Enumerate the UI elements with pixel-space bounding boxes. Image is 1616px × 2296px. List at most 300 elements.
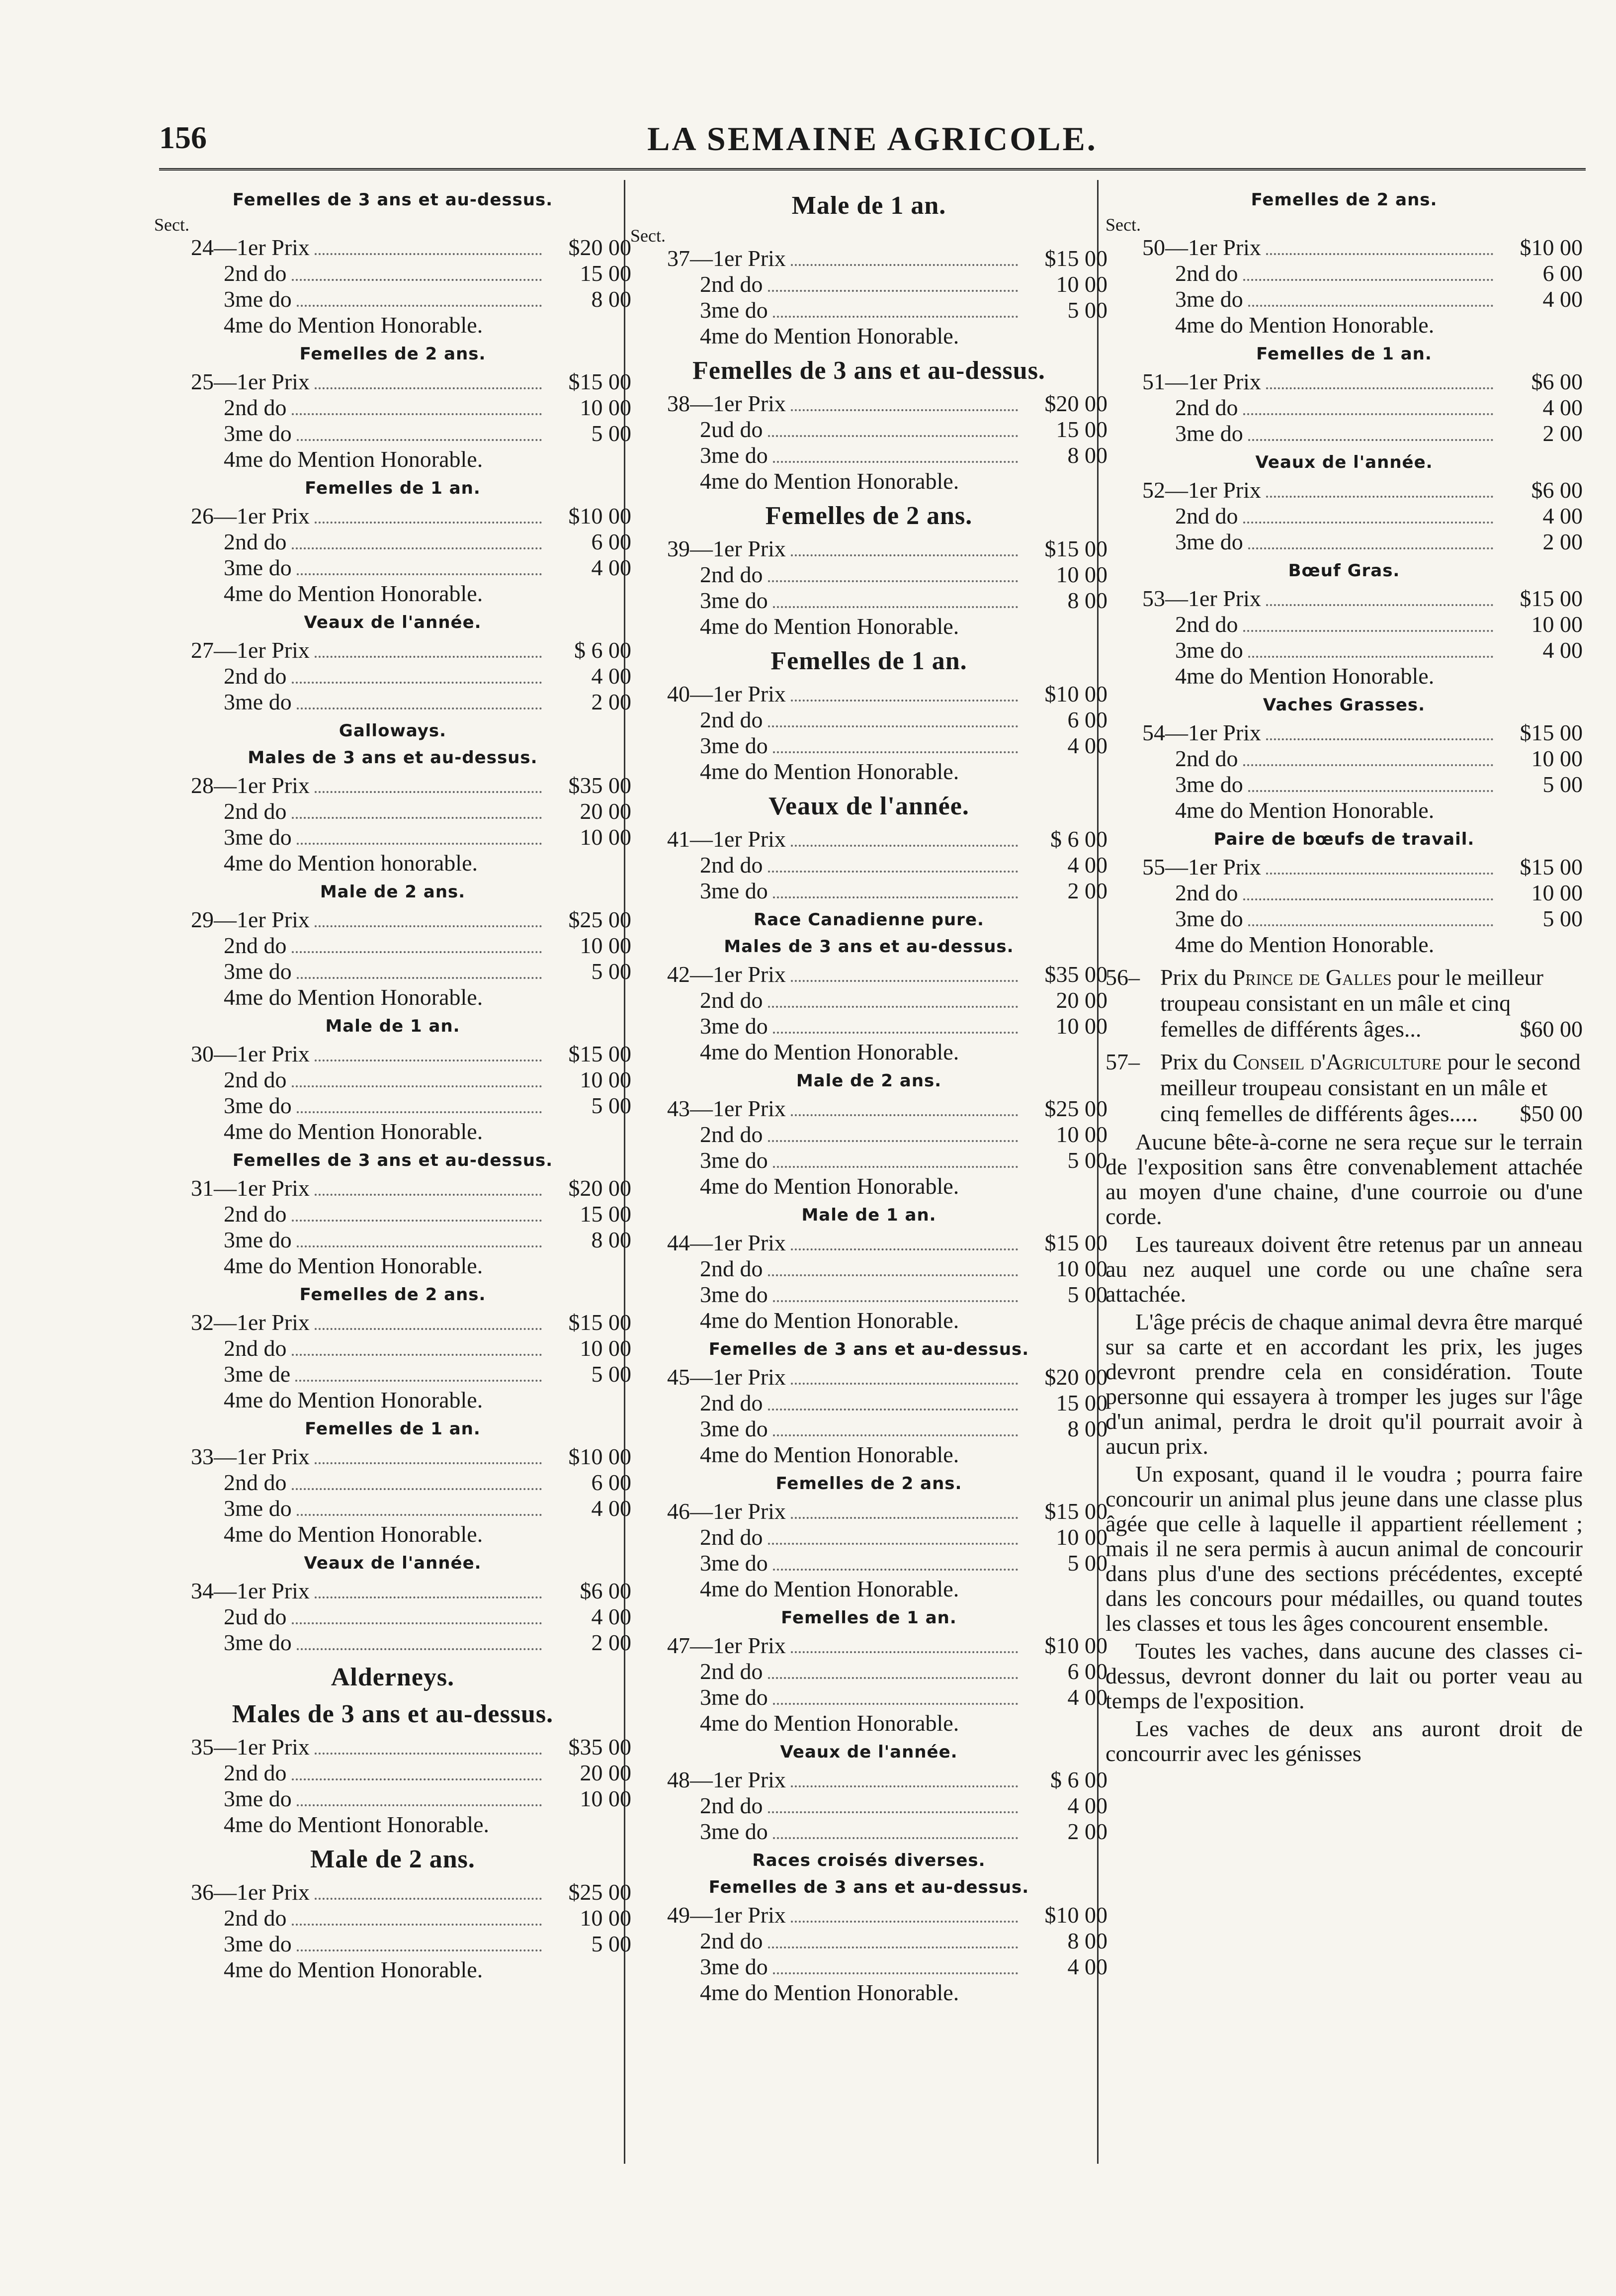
prize-amount: 20 00: [580, 1760, 631, 1785]
dash: —: [690, 826, 713, 852]
prize-label: 2nd do: [224, 933, 287, 958]
section-heading: Male de 1 an.: [791, 191, 946, 220]
prize-row: [630, 246, 1107, 271]
prize-label: 1er Prix: [1188, 477, 1261, 503]
prize-section: [630, 792, 1107, 904]
prize-amount: 10 00: [1531, 612, 1583, 637]
leader-dots: [292, 951, 542, 953]
dash: —: [690, 1767, 713, 1792]
section-number: 47: [667, 1633, 690, 1658]
section-heading: Femelles de 1 an.: [305, 1419, 481, 1439]
prize-amount: 8 00: [1067, 1416, 1107, 1441]
prize-section: [154, 477, 631, 607]
prize-amount: 10 00: [1056, 1524, 1107, 1550]
leader-dots: [773, 606, 1018, 608]
prize-row: [630, 1096, 1107, 1122]
prize-amount: 15 00: [580, 261, 631, 286]
prize-row: [630, 1416, 1107, 1442]
section-number: 51: [1142, 369, 1165, 394]
prize-amount: $20 00: [1044, 391, 1107, 416]
prize-amount: 2 00: [591, 689, 631, 714]
section-heading: Male de 1 an.: [801, 1205, 936, 1225]
prize-row: [154, 1444, 631, 1470]
leader-dots: [315, 1462, 542, 1464]
leader-dots: [297, 305, 542, 307]
prize-amount: 20 00: [1056, 987, 1107, 1013]
rule-paragraph: Les vaches de deux ans auront droit de concourrir avec les génisses: [1106, 1716, 1583, 1766]
prize-label: 1er Prix: [237, 637, 310, 663]
prize-row: [154, 1734, 631, 1760]
prize-label: 3me do: [224, 1786, 292, 1811]
mention-honorable: 4me do Mention Honorable.: [224, 1253, 483, 1278]
leader-dots: [297, 573, 542, 575]
prize-row: [154, 1786, 631, 1812]
section-heading: Femelles de 3 ans et au-dessus.: [708, 1339, 1029, 1359]
prize-label: 1er Prix: [1188, 235, 1261, 260]
prize-row: [154, 1470, 631, 1496]
leader-dots: [1248, 790, 1493, 792]
section-heading: Veaux de l'année.: [304, 1553, 482, 1573]
leader-dots: [768, 725, 1019, 727]
prize-label: 3me do: [700, 1416, 768, 1441]
prize-label: 2nd do: [700, 1390, 763, 1415]
leader-dots: [315, 387, 542, 389]
section-subheading: Males de 3 ans et au-dessus.: [232, 1700, 554, 1728]
prize-section: [630, 1741, 1107, 1845]
leader-dots: [1248, 305, 1493, 307]
prize-row: [1106, 854, 1583, 880]
section-number: 53: [1142, 586, 1165, 611]
prize-label: 1er Prix: [713, 536, 786, 561]
mention-honorable: 4me do Mention Honorable.: [224, 1387, 483, 1413]
prize-amount: 4 00: [1067, 1793, 1107, 1818]
special-prefix: Prix du: [1160, 965, 1233, 990]
prize-row: [154, 689, 631, 715]
prize-amount: 4 00: [591, 663, 631, 689]
prize-row: [154, 395, 631, 421]
prize-label: 3me do: [1175, 906, 1243, 931]
dash: —: [214, 1041, 237, 1066]
prize-row: [630, 536, 1107, 562]
prize-label: 3me do: [700, 442, 768, 468]
mention-honorable: 4me do Mention Honorable.: [700, 1039, 959, 1064]
prize-amount: $15 00: [1044, 1499, 1107, 1524]
dash: —: [1165, 235, 1188, 260]
prize-row: [630, 1633, 1107, 1659]
prize-label: 1er Prix: [1188, 369, 1261, 394]
rule-paragraph: Les taureaux doivent être retenus par un anneau au nez auquel une corde ou une chaîne sera attachée.: [1106, 1232, 1583, 1307]
special-prize-56: [1106, 965, 1583, 1042]
prize-label: 2nd do: [700, 1928, 763, 1953]
prize-section: [154, 1284, 631, 1413]
prize-amount: $6 00: [1531, 477, 1583, 503]
prize-amount: 2 00: [591, 1630, 631, 1655]
prize-label: 2nd do: [224, 798, 287, 824]
section-heading: Femelles de 2 ans.: [765, 502, 973, 530]
dash: —: [690, 1364, 713, 1390]
prize-amount: $35 00: [568, 773, 631, 798]
prize-row: [154, 235, 631, 261]
prize-row: [1106, 261, 1583, 286]
rule-paragraph: Toutes les vaches, dans aucune des classes ci-dessus, devront donner du lait ou porter veau au temps de l'exposition.: [1106, 1638, 1583, 1713]
prize-section: [1106, 828, 1583, 958]
prize-amount: 15 00: [580, 1201, 631, 1227]
prize-amount: 20 00: [580, 798, 631, 824]
prize-label: 2nd do: [700, 1256, 763, 1281]
prize-label: 2nd do: [700, 1524, 763, 1550]
section-number: 44: [667, 1230, 690, 1255]
prize-amount: 5 00: [1067, 1550, 1107, 1576]
prize-amount: $15 00: [1044, 536, 1107, 561]
prize-row: [630, 1793, 1107, 1819]
prize-row: [154, 1227, 631, 1253]
leader-dots: [773, 751, 1018, 753]
mention-honorable: 4me do Mentiont Honorable.: [224, 1812, 490, 1837]
prize-label: 2nd do: [700, 271, 763, 297]
prize-label: 3me do: [224, 1931, 292, 1956]
prize-row: [630, 297, 1107, 323]
prize-row: [1106, 529, 1583, 555]
prize-amount: 5 00: [591, 1931, 631, 1956]
section-heading: Veaux de l'année.: [768, 792, 969, 820]
leader-dots: [1266, 387, 1493, 389]
prize-amount: $10 00: [1044, 681, 1107, 706]
prize-amount: 10 00: [580, 395, 631, 420]
prize-row: [154, 1310, 631, 1335]
prize-amount: 4 00: [1067, 733, 1107, 758]
prize-amount: 2 00: [1542, 421, 1583, 446]
prize-label: 1er Prix: [713, 1230, 786, 1255]
prize-row: [630, 588, 1107, 614]
prize-amount: $10 00: [568, 503, 631, 529]
prize-label: 1er Prix: [1188, 586, 1261, 611]
section-number: 54: [1142, 720, 1165, 745]
prize-amount: 10 00: [1056, 1013, 1107, 1039]
section-number: 35: [191, 1734, 214, 1760]
section-heading: Femelles de 2 ans.: [775, 1474, 962, 1494]
dash: —: [214, 235, 237, 260]
mention-honorable: 4me do Mention Honorable.: [224, 1957, 483, 1982]
prize-amount: 5 00: [591, 959, 631, 984]
section-number: 32: [191, 1310, 214, 1335]
dash: —: [214, 1175, 237, 1201]
prize-row: [1106, 880, 1583, 906]
leader-dots: [292, 1354, 542, 1356]
prize-label: 1er Prix: [237, 1041, 310, 1066]
prize-row: [630, 1819, 1107, 1845]
dash: —: [690, 391, 713, 416]
leader-dots: [773, 1434, 1018, 1436]
prize-row: [154, 933, 631, 959]
prize-amount: $15 00: [568, 1310, 631, 1335]
leader-dots: [768, 435, 1019, 437]
prize-row: [154, 1931, 631, 1957]
prize-section: [1106, 451, 1583, 555]
prize-row: [1106, 286, 1583, 312]
prize-amount: 8 00: [591, 1227, 631, 1252]
prize-label: 2nd do: [224, 395, 287, 420]
rule-paragraph: L'âge précis de chaque animal devra être marqué sur sa carte et en accordant les prix, les juges devront prendre cela en considération. Toute personne qui essayera à tromper les juges sur l'âge d'un animal, perdra le droit qu'il pourrait avoir à aucun prix.: [1106, 1309, 1583, 1459]
prize-row: [154, 529, 631, 555]
leader-dots: [791, 1248, 1018, 1250]
prize-amount: 2 00: [1067, 878, 1107, 903]
prize-amount: $10 00: [568, 1444, 631, 1469]
prize-amount: 15 00: [1056, 1390, 1107, 1415]
dash: —: [214, 1734, 237, 1760]
mention-honorable: 4me do Mention Honorable.: [224, 446, 483, 472]
prize-amount: 4 00: [1542, 637, 1583, 663]
prize-section: [630, 356, 1107, 494]
dash: —: [690, 681, 713, 706]
prize-amount: 4 00: [1542, 395, 1583, 420]
prize-row: [630, 987, 1107, 1013]
prize-row: [154, 1175, 631, 1201]
prize-amount: $10 00: [1044, 1633, 1107, 1658]
section-heading: Femelles de 2 ans.: [299, 344, 486, 364]
prize-amount: $15 00: [1044, 1230, 1107, 1255]
section-heading: Male de 1 an.: [325, 1016, 460, 1036]
dash: —: [690, 1499, 713, 1524]
sect-label: Sect.: [154, 215, 189, 235]
sect-label: Sect.: [1106, 215, 1141, 235]
prize-label: 2ud do: [700, 417, 763, 442]
section-number: 46: [667, 1499, 690, 1524]
prize-row: [1106, 586, 1583, 612]
prize-label: 2nd do: [224, 1760, 287, 1785]
mention-honorable: 4me do Mention Honorable.: [700, 1173, 959, 1199]
prize-label: 1er Prix: [713, 962, 786, 987]
prize-label: 3me do: [224, 1093, 292, 1118]
prize-amount: 6 00: [1067, 1659, 1107, 1684]
prize-row: [154, 663, 631, 689]
prize-section: [1106, 694, 1583, 823]
prize-row: [630, 707, 1107, 733]
prize-row: [630, 1684, 1107, 1710]
prize-label: 2nd do: [700, 852, 763, 878]
leader-dots: [1243, 764, 1494, 766]
section-number: 41: [667, 826, 690, 852]
leader-dots: [297, 707, 542, 709]
leader-dots: [791, 409, 1018, 411]
prize-row: [154, 421, 631, 446]
prize-section: [630, 1338, 1107, 1468]
prize-label: 3me do: [1175, 637, 1243, 663]
section-heading: Femelles de 3 ans et au-dessus.: [232, 190, 553, 210]
prize-row: [630, 1256, 1107, 1282]
prize-section: [630, 1850, 1107, 2006]
dash: —: [214, 1310, 237, 1335]
leader-dots: [297, 439, 542, 441]
leader-dots: [292, 1085, 542, 1087]
prize-amount: 10 00: [1056, 1256, 1107, 1281]
prize-label: 3me do: [700, 733, 768, 758]
section-heading: Femelles de 2 ans.: [299, 1285, 486, 1305]
prize-row: [630, 417, 1107, 442]
prize-row: [154, 503, 631, 529]
prize-label: 1er Prix: [713, 1633, 786, 1658]
section-number: 25: [191, 369, 214, 394]
leader-dots: [1266, 253, 1493, 255]
leader-dots: [292, 1778, 542, 1780]
prize-amount: 5 00: [1542, 906, 1583, 931]
prize-label: 3me do: [224, 824, 292, 850]
leader-dots: [297, 1514, 542, 1516]
prize-row: [630, 1390, 1107, 1416]
section-number: 40: [667, 681, 690, 706]
prize-label: 2nd do: [700, 987, 763, 1013]
prize-label: 2nd do: [224, 1201, 287, 1227]
prize-amount: 10 00: [1531, 746, 1583, 771]
section-number: 26: [191, 503, 214, 529]
section-number: 52: [1142, 477, 1165, 503]
prize-section: [630, 909, 1107, 1065]
prize-row: [1106, 720, 1583, 746]
prize-row: [154, 907, 631, 933]
prize-label: 2nd do: [1175, 503, 1238, 529]
prize-row: [630, 562, 1107, 588]
prize-label: 1er Prix: [713, 826, 786, 852]
prize-amount: 5 00: [1067, 1148, 1107, 1173]
mention-honorable: 4me do Mention Honorable.: [224, 984, 483, 1010]
prize-row: [630, 1902, 1107, 1928]
dash: —: [214, 773, 237, 798]
leader-dots: [773, 1032, 1018, 1034]
prize-section: [154, 1663, 631, 1838]
prize-amount: 5 00: [1067, 297, 1107, 323]
prize-row: [1106, 477, 1583, 503]
prize-amount: $ 6 00: [1050, 826, 1107, 852]
prize-label: 1er Prix: [237, 1175, 310, 1201]
dash: —: [690, 246, 713, 271]
prize-row: [630, 878, 1107, 904]
leader-dots: [768, 1409, 1019, 1411]
prize-amount: 10 00: [1056, 1122, 1107, 1147]
leader-dots: [292, 1924, 542, 1926]
special-prefix: Prix du: [1160, 1049, 1233, 1074]
prize-amount: $15 00: [568, 1041, 631, 1066]
prize-amount: 5 00: [1067, 1282, 1107, 1307]
leader-dots: [768, 1677, 1019, 1679]
prize-row: [1106, 612, 1583, 637]
leader-dots: [791, 845, 1018, 847]
section-number: 29: [191, 907, 214, 932]
prize-amount: $20 00: [568, 1175, 631, 1201]
prize-row: [630, 826, 1107, 852]
prize-label: 2nd do: [700, 707, 763, 732]
prize-label: 1er Prix: [1188, 720, 1261, 745]
section-heading: Veaux de l'année.: [780, 1742, 958, 1762]
prize-row: [630, 1550, 1107, 1576]
prize-row: [630, 1013, 1107, 1039]
prize-amount: 10 00: [1531, 880, 1583, 905]
special-prize-57: [1106, 1049, 1583, 1127]
prize-amount: 8 00: [1067, 588, 1107, 613]
section-heading: Veaux de l'année.: [1255, 452, 1433, 472]
prize-section: [154, 189, 631, 338]
prize-amount: $15 00: [1520, 586, 1583, 611]
column-2: [630, 184, 1107, 2198]
prize-row: [1106, 235, 1583, 261]
section-number: 57–: [1106, 1049, 1140, 1074]
prize-row: [630, 1282, 1107, 1308]
prize-row: [630, 271, 1107, 297]
prize-label: 2nd do: [700, 1122, 763, 1147]
special-title: Prince de Galles: [1232, 965, 1392, 990]
prize-label: 1er Prix: [237, 1734, 310, 1760]
prize-amount: 4 00: [591, 1604, 631, 1629]
prize-row: [1106, 369, 1583, 395]
prize-label: 3me do: [1175, 772, 1243, 797]
prize-section: [154, 1552, 631, 1656]
prize-amount: $6 00: [580, 1578, 631, 1603]
leader-dots: [791, 1383, 1018, 1385]
mention-honorable: 4me do Mention Honorable.: [700, 1308, 959, 1333]
section-heading: Femelles de 1 an.: [305, 478, 481, 498]
leader-dots: [768, 1811, 1019, 1813]
dash: —: [1165, 586, 1188, 611]
prize-amount: 4 00: [591, 1496, 631, 1521]
prize-label: 1er Prix: [1188, 854, 1261, 880]
leader-dots: [315, 1898, 542, 1900]
dash: —: [214, 907, 237, 932]
prize-section: [630, 501, 1107, 639]
column-3-sections: [1106, 189, 1583, 958]
prize-row: [154, 1093, 631, 1119]
leader-dots: [773, 1300, 1018, 1302]
prize-amount: 5 00: [591, 421, 631, 446]
prize-label: 3me do: [224, 286, 292, 312]
mention-honorable: 4me do Mention Honorable.: [700, 1442, 959, 1467]
leader-dots: [1266, 604, 1493, 606]
leader-dots: [768, 1274, 1019, 1276]
leader-dots: [768, 871, 1019, 873]
section-number: 45: [667, 1364, 690, 1390]
prize-amount: $10 00: [1520, 235, 1583, 260]
prize-label: 3me do: [1175, 421, 1243, 446]
prize-label: 3me do: [700, 1819, 768, 1844]
prize-row: [1106, 421, 1583, 446]
prize-amount: 10 00: [580, 1905, 631, 1931]
section-heading: Male de 2 ans.: [796, 1071, 942, 1091]
prize-label: 2nd do: [700, 1659, 763, 1684]
prize-label: 1er Prix: [237, 1879, 310, 1905]
leader-dots: [292, 413, 542, 415]
leader-dots: [791, 1921, 1018, 1923]
dash: —: [214, 503, 237, 529]
prize-row: [154, 286, 631, 312]
prize-amount: 4 00: [1542, 503, 1583, 529]
prize-row: [630, 1122, 1107, 1148]
prize-label: 1er Prix: [713, 246, 786, 271]
leader-dots: [315, 1194, 542, 1196]
leader-dots: [1266, 738, 1493, 740]
leader-dots: [768, 1140, 1019, 1142]
section-subheading: Males de 3 ans et au-dessus.: [248, 748, 538, 768]
prize-row: [154, 1630, 631, 1656]
prize-label: 3me do: [224, 421, 292, 446]
prize-row: [630, 1230, 1107, 1256]
leader-dots: [768, 580, 1019, 582]
prize-row: [1106, 906, 1583, 932]
leader-dots: [315, 791, 542, 793]
mention-honorable: 4me do Mention Honorable.: [224, 1119, 483, 1144]
leader-dots: [791, 1651, 1018, 1653]
prize-row: [1106, 772, 1583, 797]
leader-dots: [791, 700, 1018, 702]
prize-label: 2nd do: [224, 1470, 287, 1495]
leader-dots: [773, 316, 1018, 318]
dash: —: [214, 1444, 237, 1469]
